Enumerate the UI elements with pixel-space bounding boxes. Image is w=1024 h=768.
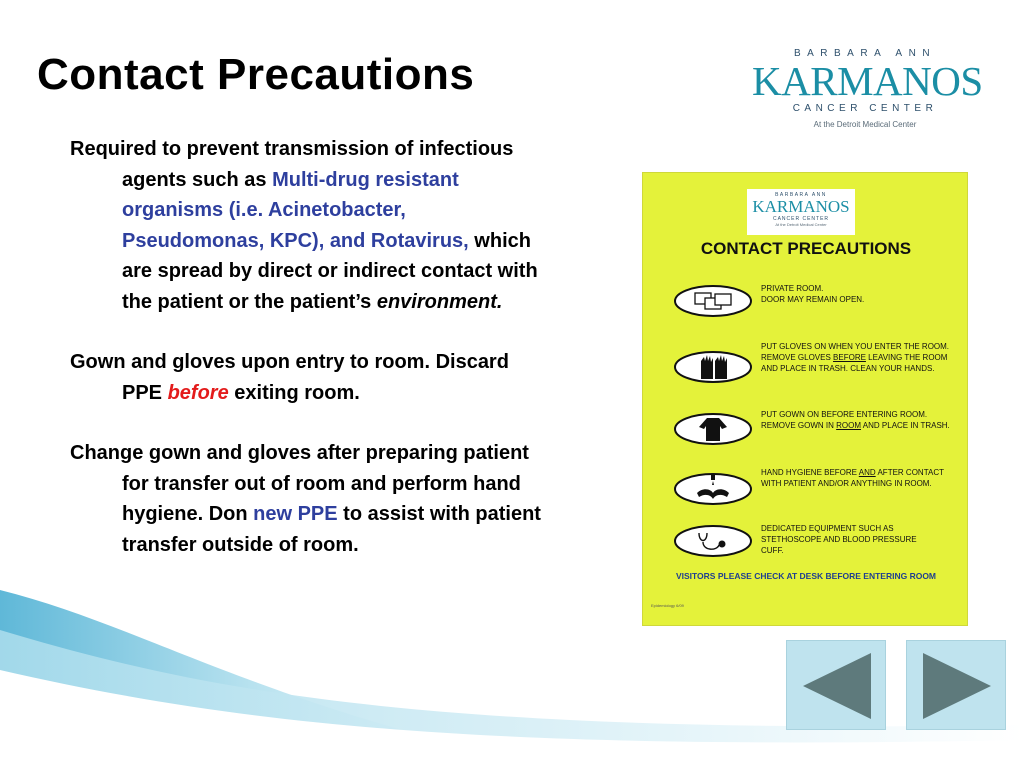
logo-line-1: BARBARA ANN [793,48,937,59]
triangle-right-icon [907,641,1007,731]
poster-footer: Epidemiology 6/09 [651,603,684,608]
paragraph-3-text: Change gown and gloves after preparing patient for transfer out of room and perform hand hygiene. Don [70,442,529,525]
slide-body [70,134,550,590]
poster-row-4-text-b: AFTER CONTACT WITH PATIENT AND/OR ANYTHING IN ROOM. [761,468,944,488]
logo-line-3: CANCER CENTER [792,103,938,114]
logo-line-2: KARMANOS [752,58,983,104]
poster-row-gloves [673,341,963,391]
stethoscope-icon [673,523,753,559]
next-slide-button[interactable] [906,640,1006,730]
poster-row-2-text [761,341,961,374]
poster-row-3-underline: ROOM [836,421,862,430]
previous-slide-button[interactable] [786,640,886,730]
poster-row-1-text [761,283,961,305]
contact-precautions-poster [642,172,968,626]
gown-icon [673,411,753,447]
paragraph-1-text: Required to prevent transmission of infectious agents such as [70,138,514,191]
poster-row-3-text-b: AND PLACE IN TRASH. [861,421,950,430]
paragraph-transmission [70,134,550,317]
poster-row-2-underline: BEFORE [833,353,866,362]
poster-logo-line-4: At the Detroit Medical Center [775,222,827,227]
poster-visitors-notice: VISITORS PLEASE CHECK AT DESK BEFORE ENTERING ROOM [675,571,937,581]
gloves-icon [673,349,753,385]
paragraph-gown-gloves [70,347,550,408]
poster-row-hand-hygiene [673,467,963,517]
paragraph-2-text-2: exiting room. [228,381,360,404]
poster-row-private-room [673,283,963,333]
poster-logo-line-2: KARMANOS [752,197,850,216]
poster-row-4-text [761,467,961,489]
poster-row-equipment [673,523,963,573]
paragraph-3-text-2: to assist with patient transfer outside of room. [122,503,541,556]
poster-row-2-text-b: LEAVING THE ROOM AND PLACE IN TRASH. CLEAN YOUR HANDS. [761,353,948,373]
paragraph-2-text: Gown and gloves upon entry to room. Discard PPE [70,351,509,404]
poster-row-3-text [761,409,961,431]
door-icon [673,283,753,319]
poster-row-4-underline: AND [858,468,876,477]
new-ppe-highlight: new PPE [253,503,338,525]
poster-logo-line-3: CANCER CENTER [772,216,830,222]
poster-row-1-line-1: PRIVATE ROOM. [761,284,824,293]
poster-row-5-text [761,523,961,556]
paragraph-transfer [70,438,550,560]
poster-row-gown [673,409,963,459]
poster-title: CONTACT PRECAUTIONS [700,239,912,258]
poster-row-5-line-1: DEDICATED EQUIPMENT SUCH AS [761,524,894,533]
poster-row-3-text-a: PUT GOWN ON BEFORE ENTERING ROOM. REMOVE GOWN IN [761,410,928,430]
poster-row-5-line-3: CUFF. [761,546,784,555]
poster-row-5-line-2: STETHOSCOPE AND BLOOD PRESSURE [761,535,917,544]
before-emphasis: before [167,381,229,404]
paragraph-1-text-2: which are spread by direct or indirect contact with the patient or the patient’s [122,229,538,313]
karmanos-logo [752,48,983,129]
logo-line-4: At the Detroit Medical Center [813,120,917,129]
slide-title: Contact Precautions [37,50,475,99]
poster-row-1-line-2: DOOR MAY REMAIN OPEN. [761,295,865,304]
poster-row-2-text-a: PUT GLOVES ON WHEN YOU ENTER THE ROOM. REMOVE GLOVES [761,342,950,362]
triangle-left-icon [787,641,887,731]
hand-hygiene-icon [673,471,753,507]
organisms-highlight: Multi-drug resistant organisms (i.e. Acinetobacter, Pseudomonas, KPC), and Rotavirus, [122,168,469,252]
poster-logo [747,189,855,235]
poster-row-4-text-a: HAND HYGIENE BEFORE [761,468,859,477]
environment-italic: environment. [376,290,503,313]
poster-logo-line-1: BARBARA ANN [775,192,827,198]
